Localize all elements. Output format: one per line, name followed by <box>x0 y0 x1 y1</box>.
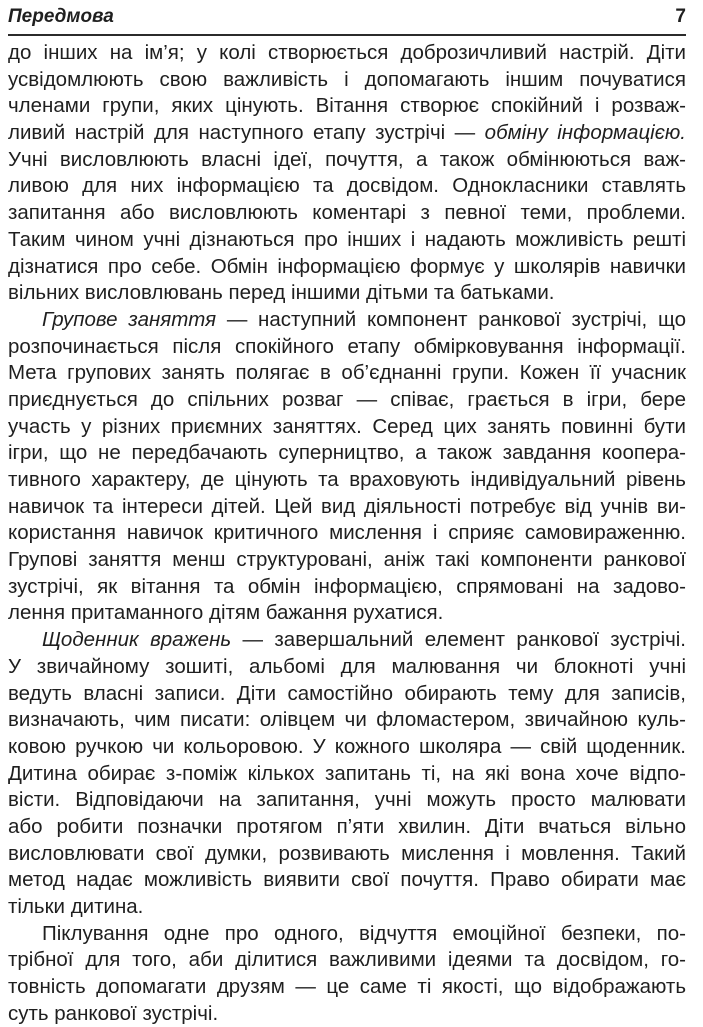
page-number: 7 <box>675 6 686 27</box>
text-line <box>8 67 686 94</box>
paragraph <box>8 40 686 307</box>
text-run: навичок та інтереси дітей. Цей вид діяльності потребує від учнів ви- <box>8 494 686 518</box>
text-run: Учні висловлюють власні ідеї, почуття, а також обмінюються важ- <box>8 147 686 171</box>
text-run: трібної для того, аби ділитися важливими ідеями та досвідом, го- <box>8 948 686 972</box>
text-run: до інших на ім’я; у колі створюється доброзичливий настрій. Діти <box>8 41 686 64</box>
text-line <box>8 387 686 414</box>
text-line <box>8 120 686 147</box>
text-line <box>8 787 686 814</box>
text-run: лення притаманного дітям бажання рухатися. <box>8 601 444 625</box>
italic-term: Щоденник вражень <box>42 628 232 652</box>
text-run: Таким чином учні дізнаються про інших і надають можливість решті <box>8 227 686 251</box>
text-run: участь у різних приємних заняттях. Серед цих занять повинні бути <box>8 414 686 438</box>
text-line <box>8 974 686 1001</box>
text-line <box>8 947 686 974</box>
italic-term: обміну інформацією. <box>484 121 686 145</box>
text-run: суть ранкової зустрічі. <box>8 1001 219 1025</box>
text-run: Піклування одне про одного, відчуття емоційної безпеки, по- <box>42 921 686 945</box>
section-title: Передмова <box>8 6 114 27</box>
text-line <box>8 574 686 601</box>
text-run: Мета групових занять полягає в об’єднанні групи. Кожен її учасник <box>8 361 686 385</box>
text-run: членами групи, яких цінують. Вітання створює спокійний і розваж- <box>8 94 686 118</box>
text-run: ведуть власні записи. Діти самостійно обирають тему для записів, <box>8 681 686 705</box>
paragraph <box>8 307 686 627</box>
text-line <box>8 334 686 361</box>
text-run: вільних висловлювань перед іншими дітьми та батьками. <box>8 281 555 305</box>
text-line <box>8 841 686 868</box>
text-run: висловлювати свої думки, розвивають мислення і мовлення. Такий <box>8 841 686 865</box>
text-line <box>8 681 686 708</box>
text-line <box>8 467 686 494</box>
text-run: запитання або висловлюють коментарі з певної теми, проблеми. <box>8 201 686 225</box>
text-line <box>8 707 686 734</box>
paragraph <box>8 627 686 921</box>
text-line <box>8 440 686 467</box>
text-line <box>8 734 686 761</box>
text-line <box>8 307 686 334</box>
text-line <box>8 654 686 681</box>
text-run: — наступний компонент ранкової зустрічі, що <box>216 307 686 331</box>
text-run: Групові заняття менш структуровані, аніж такі компоненти ранкової <box>8 548 686 572</box>
paragraph <box>8 921 686 1027</box>
text-run: метод надає можливість виявити свої почуття. Право обирати має <box>8 868 686 892</box>
text-line <box>8 867 686 894</box>
text-run: зустрічі, як вітання та обмін інформацією, спрямовані на задово- <box>8 574 686 598</box>
text-line <box>8 520 686 547</box>
text-line <box>8 894 686 921</box>
text-line <box>8 921 686 948</box>
text-run: ливою для них інформацією та досвідом. Однокласники ставлять <box>8 174 686 198</box>
text-run: ковою ручкою чи кольоровою. У кожного школяра — свій щоденник. <box>8 734 686 758</box>
text-line <box>8 814 686 841</box>
body-text <box>8 40 686 1027</box>
text-run: дізнатися про себе. Обмін інформацією формує у школярів навички <box>8 254 686 278</box>
text-run: ливий настрій для наступного етапу зустрічі — <box>8 121 485 145</box>
text-run: усвідомлюють свою важливість і допомагають іншим почуватися <box>8 67 686 91</box>
text-line <box>8 627 686 654</box>
text-line <box>8 414 686 441</box>
text-line <box>8 173 686 200</box>
text-line <box>8 40 686 67</box>
text-run: тільки дитина. <box>8 895 144 918</box>
text-line <box>8 280 686 307</box>
text-run: або робити позначки протягом п’яти хвилин. Діти вчаться вільно <box>8 814 686 838</box>
italic-term: Групове заняття <box>42 307 217 331</box>
text-line <box>8 761 686 788</box>
text-line <box>8 600 686 627</box>
text-line <box>8 1001 686 1027</box>
text-line <box>8 147 686 174</box>
text-line <box>8 254 686 281</box>
text-run: приєднується до спільних розваг — співає, грається в ігри, бере <box>8 387 686 411</box>
text-line <box>8 93 686 120</box>
text-run: У звичайному зошиті, альбомі для малювання чи блокноті учні <box>8 654 686 678</box>
text-line <box>8 547 686 574</box>
text-run: тивного характеру, де цінують та враховують індивідуальний рівень <box>8 468 686 491</box>
text-line <box>8 494 686 521</box>
text-run: вісти. Відповідаючи на запитання, учні можуть просто малювати <box>8 788 686 812</box>
text-line <box>8 227 686 254</box>
text-run: ігри, що не передбачають суперництво, а також завдання коопера- <box>8 441 686 465</box>
text-run: користання навичок критичного мислення і сприяє самовираженню. <box>8 521 686 545</box>
text-line <box>8 200 686 227</box>
text-line <box>8 360 686 387</box>
running-header <box>8 0 686 36</box>
text-run: товність допомагати друзям — це саме ті якості, що відображають <box>8 975 686 999</box>
text-run: — завершальний елемент ранкової зустрічі. <box>231 628 687 652</box>
text-run: визначають, чим писати: олівцем чи фломастером, звичайною куль- <box>8 708 686 732</box>
text-run: розпочинається після спокійного етапу обмірковування інформації. <box>8 334 686 358</box>
text-run: Дитина обирає з-поміж кількох запитань ті, на які вона хоче відпо- <box>8 761 686 785</box>
